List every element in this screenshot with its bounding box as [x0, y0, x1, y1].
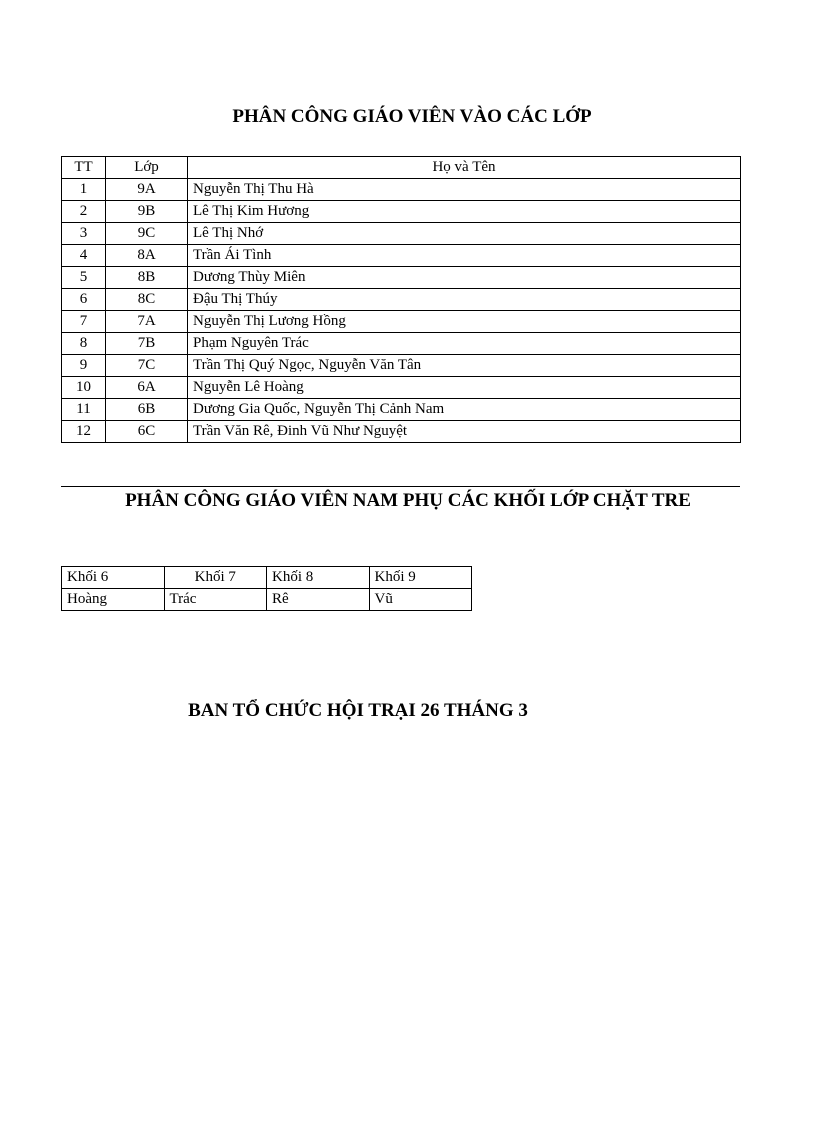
- cell-lop: 8C: [106, 289, 188, 311]
- cell-name: Lê Thị Nhớ: [188, 223, 741, 245]
- assignment-title: PHÂN CÔNG GIÁO VIÊN VÀO CÁC LỚP: [232, 106, 592, 127]
- table-row: [62, 421, 741, 443]
- teacher-assignment-table: [61, 156, 741, 443]
- table-row: [62, 355, 741, 377]
- cell-name: Nguyễn Thị Thu Hà: [188, 179, 741, 201]
- cell-name: Trần Thị Quý Ngọc, Nguyễn Văn Tân: [188, 355, 741, 377]
- cell-tt: 5: [62, 267, 106, 289]
- cell-tt: 4: [62, 245, 106, 267]
- table-row: [62, 179, 741, 201]
- cell-lop: 9A: [106, 179, 188, 201]
- cell-lop: 7A: [106, 311, 188, 333]
- block-header-9: Khối 9: [369, 567, 472, 589]
- block-value-6: Hoàng: [62, 589, 165, 611]
- block-header-7: Khối 7: [164, 567, 267, 589]
- cell-tt: 7: [62, 311, 106, 333]
- table-row: [62, 223, 741, 245]
- block-value-row: [62, 589, 472, 611]
- block-value-8: Rê: [267, 589, 370, 611]
- cell-name: Dương Gia Quốc, Nguyễn Thị Cảnh Nam: [188, 399, 741, 421]
- cell-name: Lê Thị Kim Hương: [188, 201, 741, 223]
- cell-tt: 9: [62, 355, 106, 377]
- grade-block-table: [61, 566, 472, 611]
- table-row: [62, 201, 741, 223]
- cell-tt: 3: [62, 223, 106, 245]
- cell-name: Trần Ái Tình: [188, 245, 741, 267]
- cell-name: Đậu Thị Thúy: [188, 289, 741, 311]
- cell-tt: 2: [62, 201, 106, 223]
- block-header-row: [62, 567, 472, 589]
- header-tt: TT: [62, 157, 106, 179]
- cell-lop: 9B: [106, 201, 188, 223]
- cell-tt: 6: [62, 289, 106, 311]
- header-lop: Lớp: [106, 157, 188, 179]
- block-header-6: Khối 6: [62, 567, 165, 589]
- table-row: [62, 289, 741, 311]
- cell-name: Nguyễn Lê Hoàng: [188, 377, 741, 399]
- cell-lop: 6B: [106, 399, 188, 421]
- cell-tt: 12: [62, 421, 106, 443]
- cell-lop: 6A: [106, 377, 188, 399]
- table-header-row: [62, 157, 741, 179]
- table-row: [62, 267, 741, 289]
- organizers-title: BAN TỔ CHỨC HỘI TRẠI 26 THÁNG 3: [188, 700, 528, 721]
- block-value-7: Trác: [164, 589, 267, 611]
- male-teachers-title: PHÂN CÔNG GIÁO VIÊN NAM PHỤ CÁC KHỐI LỚP CHẶT TRE: [125, 490, 691, 511]
- header-name: Họ và Tên: [188, 157, 741, 179]
- table-row: [62, 311, 741, 333]
- table-row: [62, 399, 741, 421]
- table-row: [62, 377, 741, 399]
- section-divider: [61, 486, 740, 487]
- cell-lop: 9C: [106, 223, 188, 245]
- cell-tt: 8: [62, 333, 106, 355]
- table-row: [62, 245, 741, 267]
- cell-name: Dương Thùy Miên: [188, 267, 741, 289]
- cell-name: Trần Văn Rê, Đinh Vũ Như Nguyệt: [188, 421, 741, 443]
- cell-name: Nguyễn Thị Lương Hồng: [188, 311, 741, 333]
- cell-lop: 6C: [106, 421, 188, 443]
- cell-tt: 10: [62, 377, 106, 399]
- block-header-8: Khối 8: [267, 567, 370, 589]
- cell-tt: 11: [62, 399, 106, 421]
- cell-tt: 1: [62, 179, 106, 201]
- cell-lop: 8A: [106, 245, 188, 267]
- cell-lop: 7C: [106, 355, 188, 377]
- cell-lop: 8B: [106, 267, 188, 289]
- table-row: [62, 333, 741, 355]
- cell-name: Phạm Nguyên Trác: [188, 333, 741, 355]
- cell-lop: 7B: [106, 333, 188, 355]
- block-value-9: Vũ: [369, 589, 472, 611]
